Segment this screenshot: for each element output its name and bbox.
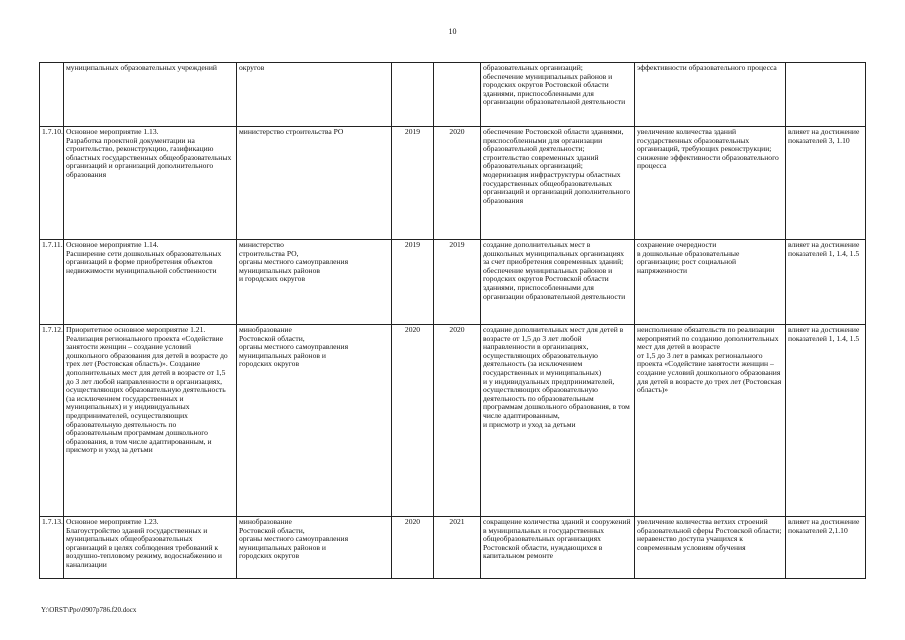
table-row bbox=[40, 517, 866, 579]
expected-result: образовательных организаций; обеспечение муниципальных районов и городских округов Ростовской области зданиями, приспособленными для организации образовательной деятельности bbox=[481, 63, 635, 127]
start-year: 2020 bbox=[392, 517, 434, 579]
end-year: 2021 bbox=[434, 517, 481, 579]
executor: министерство строительства РО bbox=[237, 127, 392, 240]
start-year: 2019 bbox=[392, 127, 434, 240]
end-year: 2020 bbox=[434, 325, 481, 517]
executor: округов bbox=[237, 63, 392, 127]
page-number: 10 bbox=[448, 27, 457, 36]
end-year: 2019 bbox=[434, 240, 481, 325]
non-implementation-consequence: увеличение количества зданий государственных образовательных организаций, требующих реконструкции; снижение эффективности образовательного процесса bbox=[635, 127, 786, 240]
expected-result: сокращение количества зданий и сооружений в муниципальных и государственных общеобразовательных организациях Ростовской области, нуждающихся в капитальном ремонте bbox=[481, 517, 635, 579]
indicator-link: влияет на достижение показателей 1, 1.4, 1.5 bbox=[786, 325, 866, 517]
activity-name: Основное мероприятие 1.14. Расширение сети дошкольных образовательных организаций в форме приобретения объектов недвижимости муниципальной собственности bbox=[64, 240, 237, 325]
activity-name: Основное мероприятие 1.23. Благоустройство зданий государственных и муниципальных общеобразовательных организаций в целях соблюдения требований к воздушно-тепловому режиму, водоснабжению и канализации bbox=[64, 517, 237, 579]
non-implementation-consequence: увеличение количества ветхих строений образовательной сферы Ростовской области; неравенство доступа учащихся к современным условиям обучения bbox=[635, 517, 786, 579]
non-implementation-consequence: сохранение очередности в дошкольные образовательные организации; рост социальной напряженности bbox=[635, 240, 786, 325]
start-year: 2019 bbox=[392, 240, 434, 325]
row-number bbox=[40, 63, 64, 127]
table-row bbox=[40, 127, 866, 240]
executor: минобразование Ростовской области, органы местного самоуправления муниципальных районов и городских округов bbox=[237, 325, 392, 517]
indicator-link: влияет на достижение показателей 1, 1.4, 1.5 bbox=[786, 240, 866, 325]
row-number: 1.7.13. bbox=[40, 517, 64, 579]
end-year: 2020 bbox=[434, 127, 481, 240]
activity-name: Основное мероприятие 1.13. Разработка проектной документации на строительство, реконструкцию, газификацию областных государственных общеобразовательных организаций и организаций дополнительного образования bbox=[64, 127, 237, 240]
row-number: 1.7.11. bbox=[40, 240, 64, 325]
activity-name: муниципальных образовательных учреждений bbox=[64, 63, 237, 127]
table-row bbox=[40, 325, 866, 517]
indicator-link bbox=[786, 63, 866, 127]
end-year bbox=[434, 63, 481, 127]
row-number: 1.7.12. bbox=[40, 325, 64, 517]
table-row bbox=[40, 63, 866, 127]
expected-result: обеспечение Ростовской области зданиями, приспособленными для организации образовательной деятельности; строительство современных зданий образовательных организаций; модернизация инфраструктуры областных государственных общеобразовательных организаций и организаций дополнительного образования bbox=[481, 127, 635, 240]
activity-name: Приоритетное основное мероприятие 1.21. Реализация регионального проекта «Содействие занятости женщин – создание условий дошкольного образования для детей в возрасте до трех лет (Ростовская область)». Создание дополнительных мест для детей в возрасте от 1,5 до 3 лет любой направленности в организациях, осуществляющих образовательную деятельность (за исключением государственных и муниципальных) и у индивидуальных предпринимателей, осуществляющих образовательную деятельность по образовательным программам дошкольного образования, в том числе адаптированным, и присмотр и уход за детьми bbox=[64, 325, 237, 517]
non-implementation-consequence: неисполнение обязательств по реализации мероприятий по созданию дополнительных мест для детей в возрасте от 1,5 до 3 лет в рамках регионального проекта «Содействие занятости женщин – создание условий дошкольного образования для детей в возрасте до трех лет (Ростовская область)» bbox=[635, 325, 786, 517]
row-number: 1.7.10. bbox=[40, 127, 64, 240]
start-year bbox=[392, 63, 434, 127]
activities-table bbox=[39, 62, 866, 579]
non-implementation-consequence: эффективности образовательного процесса bbox=[635, 63, 786, 127]
indicator-link: влияет на достижение показателей 2,1.10 bbox=[786, 517, 866, 579]
indicator-link: влияет на достижение показателей 3, 1.10 bbox=[786, 127, 866, 240]
expected-result: создание дополнительных мест для детей в возрасте от 1,5 до 3 лет любой направленности в организациях, осуществляющих образовательную деятельность (за исключением государственных и муниципальных) и у индивидуальных предпринимателей, осуществляющих образовательную деятельность по образовательным программам дошкольного образования, в том числе адаптированным, и присмотр и уход за детьми bbox=[481, 325, 635, 517]
file-path-footer: Y:\ORST\Ppo\0907p786.f20.docx bbox=[41, 606, 137, 614]
start-year: 2020 bbox=[392, 325, 434, 517]
executor: минобразование Ростовской области, органы местного самоуправления муниципальных районов и городских округов bbox=[237, 517, 392, 579]
table-row bbox=[40, 240, 866, 325]
expected-result: создание дополнительных мест в дошкольных муниципальных организациях за счет приобретения современных зданий; обеспечение муниципальных районов и городских округов Ростовской области зданиями, приспособленными для организации образовательной деятельности bbox=[481, 240, 635, 325]
executor: министерство строительства РО, органы местного самоуправления муниципальных районов и городских округов bbox=[237, 240, 392, 325]
